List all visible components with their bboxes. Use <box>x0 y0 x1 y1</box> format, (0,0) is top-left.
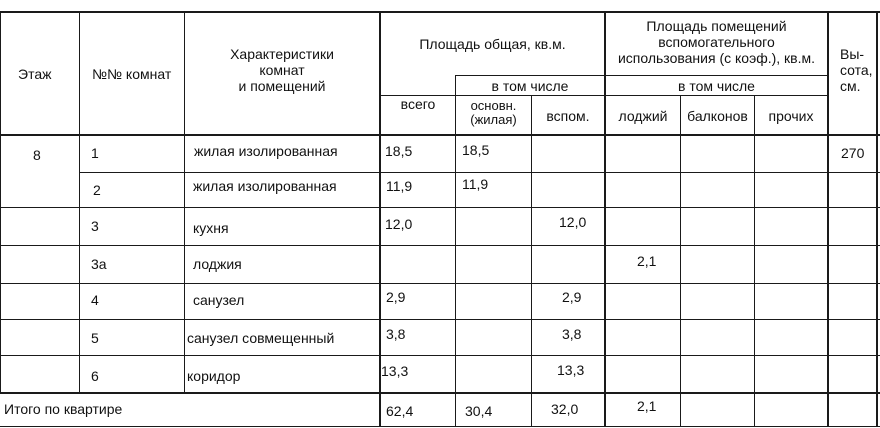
cell-aux: 13,3 <box>557 362 585 378</box>
header-total: всего <box>400 96 436 112</box>
cell-name: коридор <box>187 368 241 384</box>
cell-name: кухня <box>193 220 229 236</box>
rule-bottom <box>0 426 880 427</box>
rule-header-bottom <box>0 134 880 136</box>
cell-floor: 8 <box>33 147 41 163</box>
cell-total: 2,9 <box>386 289 406 305</box>
header-floor: Этаж <box>18 66 52 82</box>
cell-total: 11,9 <box>386 178 413 194</box>
rule-row3 <box>0 245 880 246</box>
header-other: прочих <box>768 108 814 124</box>
header-main-line2: (жилая) <box>470 112 517 127</box>
cell-room: 6 <box>91 368 99 384</box>
cell-total: 3,8 <box>386 326 406 342</box>
rule-col-left <box>0 11 1 392</box>
cell-aux: 3,8 <box>562 326 582 342</box>
header-aux-area <box>606 18 827 66</box>
rule-total <box>0 392 880 394</box>
header-height-line2: сота, <box>840 62 873 78</box>
totals-main: 30,4 <box>465 403 493 419</box>
totals-aux: 32,0 <box>551 401 579 417</box>
header-aux-area-line3: использования (с коэф.), кв.м. <box>617 50 816 66</box>
rule-col-other <box>827 11 829 426</box>
cell-total: 18,5 <box>385 143 413 159</box>
totals-loggia: 2,1 <box>637 398 657 414</box>
header-aux-area-line2: вспомогательного <box>658 34 775 50</box>
header-including: в том числе <box>491 78 569 94</box>
cell-main: 11,9 <box>462 176 489 192</box>
header-characteristics-line2: комнат <box>259 62 305 78</box>
header-height <box>840 46 873 94</box>
cell-total: 12,0 <box>385 216 413 232</box>
cell-height: 270 <box>841 145 865 161</box>
rule-col-aux <box>604 11 606 426</box>
rule-col-balcony <box>754 95 755 426</box>
header-main-line1: основн. <box>470 98 517 113</box>
rule-col-right <box>876 11 878 426</box>
header-main <box>456 99 531 127</box>
cell-name: лоджия <box>193 256 242 272</box>
cell-name: санузел совмещенный <box>187 330 335 346</box>
cell-room: 3а <box>91 256 107 272</box>
header-rooms: №№ комнат <box>92 66 172 82</box>
cell-name: жилая изолированная <box>193 178 337 194</box>
rule-row1 <box>80 172 880 173</box>
cell-main: 18,5 <box>462 142 490 158</box>
rule-col-total <box>455 75 456 426</box>
header-characteristics-line3: и помещений <box>238 78 326 94</box>
header-aux-area-line1: Площадь помещений <box>646 18 787 34</box>
header-characteristics-line1: Характеристики <box>230 46 334 62</box>
rule-sub1-area <box>456 75 604 76</box>
rule-row4 <box>0 283 880 284</box>
header-characteristics <box>185 46 379 94</box>
rule-top <box>0 11 880 13</box>
rule-col-loggia <box>680 95 681 426</box>
header-height-line1: Вы- <box>840 46 865 62</box>
cell-room: 3 <box>91 218 99 234</box>
rule-sub1-aux <box>605 75 828 76</box>
cell-room: 5 <box>91 330 99 346</box>
totals-total: 62,4 <box>386 403 414 419</box>
cell-total: 13,3 <box>381 363 409 379</box>
cell-room: 1 <box>91 145 99 161</box>
cell-name: санузел <box>193 292 245 308</box>
cell-room: 4 <box>91 292 99 308</box>
rule-row6 <box>0 355 880 356</box>
rule-row2 <box>0 207 880 208</box>
rule-col-main <box>531 95 532 426</box>
rule-col-floor <box>79 11 80 392</box>
cell-name: жилая изолированная <box>194 143 338 159</box>
totals-label: Итого по квартире <box>4 401 123 417</box>
header-balconies: балконов <box>687 108 748 124</box>
header-aux: вспом. <box>546 108 590 124</box>
cell-aux: 12,0 <box>559 214 587 230</box>
cell-room: 2 <box>93 182 101 198</box>
header-loggias: лоджий <box>618 108 668 124</box>
cell-aux: 2,9 <box>562 289 582 305</box>
header-total-area: Площадь общая, кв.м. <box>419 36 566 52</box>
cell-loggia: 2,1 <box>637 253 657 269</box>
header-including2: в том числе <box>678 78 755 94</box>
header-height-line3: см. <box>840 78 861 94</box>
rule-row5 <box>0 319 880 320</box>
